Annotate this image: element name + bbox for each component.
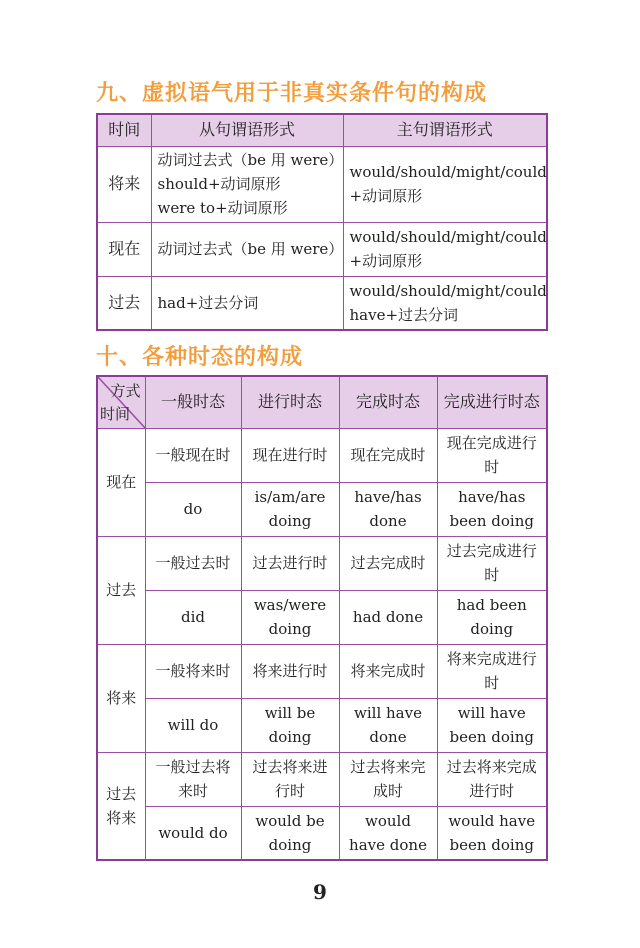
clause-line: should+动词原形 [157,175,281,193]
table-row [97,752,547,806]
row-time: 过去 [97,276,151,330]
table-row [97,590,547,644]
corner-header [97,376,145,428]
tense-form-cell: would do [145,806,241,860]
table-row [97,806,547,860]
clause-cell [151,146,343,222]
header-simple: 一般时态 [145,376,241,428]
main-line: would/should/might/could [349,281,547,300]
tense-form-cell: had done [339,590,437,644]
tense-name-cell: 将来进行时 [241,644,339,698]
row-time: 将来 [97,146,151,222]
tense-time-label: 过去 [106,581,137,599]
table-row [97,536,547,590]
tense-time-cell [97,752,145,860]
table-row [97,276,547,330]
tense-time-cell [97,428,145,536]
row-time: 现在 [97,222,151,276]
main-cell [343,222,547,276]
corner-top-label: 方式 [110,382,141,400]
table-row [97,222,547,276]
corner-bottom-label: 时间 [100,404,131,423]
tense-form-cell: will have been doing [437,698,547,752]
tense-form-cell: was/were doing [241,590,339,644]
clause-cell [151,222,343,276]
main-cell [343,146,547,222]
table-row [97,644,547,698]
header-progressive: 进行时态 [241,376,339,428]
subjunctive-table [96,113,548,331]
header-time: 时间 [97,114,151,146]
section-9-title: 九、虚拟语气用于非真实条件句的构成 [96,81,488,106]
header-perfect: 完成时态 [339,376,437,428]
tense-name-cell: 过去将来完成进行时 [437,752,547,806]
tense-form-cell: will have done [339,698,437,752]
tense-name-cell: 将来完成进行时 [437,644,547,698]
tense-time-label: 将来 [106,689,137,707]
tense-form-cell: will do [145,698,241,752]
main-cell [343,276,547,330]
tense-time-cell [97,536,145,644]
tense-time-label: 过去 [106,784,137,803]
tense-form-cell: have/has done [339,482,437,536]
table-row [97,146,547,222]
section-10-title: 十、各种时态的构成 [96,345,304,370]
tense-name-cell: 现在完成进行时 [437,428,547,482]
main-line: +动词原形 [349,252,423,270]
clause-line: had+过去分词 [157,293,259,312]
tense-name-cell: 过去将来完成时 [339,752,437,806]
tense-name-cell: 现在进行时 [241,428,339,482]
tense-form-cell: had been doing [437,590,547,644]
tense-table [96,375,548,861]
tense-name-cell: 现在完成时 [339,428,437,482]
clause-line: were to+动词原形 [157,199,288,217]
table-row [97,482,547,536]
table-row [97,698,547,752]
clause-cell [151,276,343,330]
tense-form-cell: would have done [339,806,437,860]
tense-name-cell: 过去完成进行时 [437,536,547,590]
tense-time-label: 将来 [106,808,137,827]
tense-form-cell: would have been doing [437,806,547,860]
tense-form-cell: do [145,482,241,536]
main-line: +动词原形 [349,187,423,205]
main-line: would/should/might/could [349,163,547,181]
tense-form-cell: will be doing [241,698,339,752]
tense-name-cell: 过去将来进行时 [241,752,339,806]
page-number: 9 [313,880,327,904]
tense-form-cell: have/has been doing [437,482,547,536]
tense-name-cell: 一般将来时 [145,644,241,698]
tense-name-cell: 一般现在时 [145,428,241,482]
tense-name-cell: 过去进行时 [241,536,339,590]
tense-form-cell: would be doing [241,806,339,860]
main-line: have+过去分词 [349,305,459,324]
tense-name-cell: 将来完成时 [339,644,437,698]
header-perfect-progressive: 完成进行时态 [437,376,547,428]
tense-form-cell: did [145,590,241,644]
tense-form-cell: is/am/are doing [241,482,339,536]
header-clause: 从句谓语形式 [151,114,343,146]
tense-name-cell: 过去完成时 [339,536,437,590]
tense-time-cell [97,644,145,752]
tense-time-label: 现在 [106,473,137,491]
header-main: 主句谓语形式 [343,114,547,146]
tense-name-cell: 一般过去将来时 [145,752,241,806]
tense-name-cell: 一般过去时 [145,536,241,590]
clause-line: 动词过去式（be 用 were） [157,151,344,169]
clause-line: 动词过去式（be 用 were） [157,240,344,258]
main-line: would/should/might/could [349,228,547,246]
table-row [97,428,547,482]
